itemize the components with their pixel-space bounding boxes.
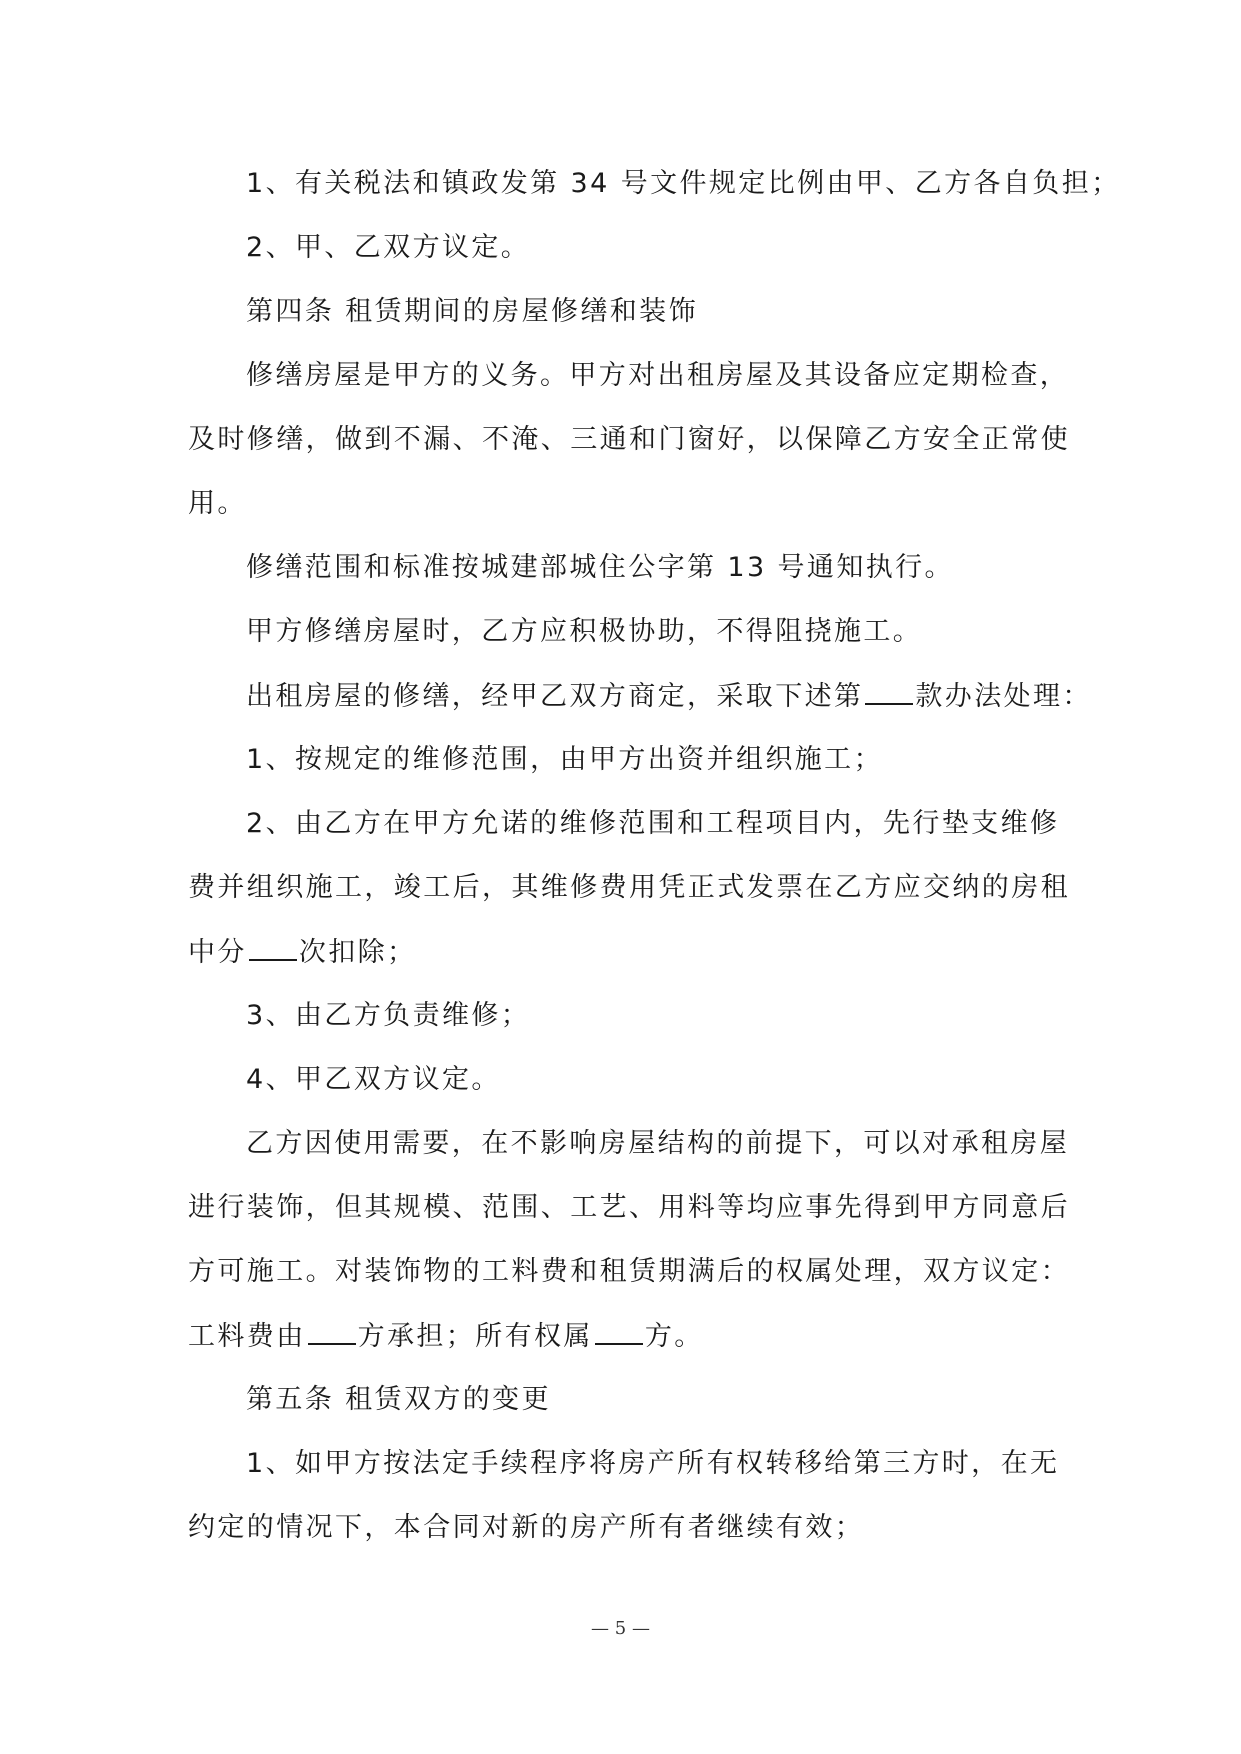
paragraph-repair-method [246, 679, 1092, 714]
text: 1、如甲方按法定手续程序将房产所有权转移给第三方时，在无 [246, 1448, 1060, 1479]
text: 用。 [188, 488, 247, 519]
paragraph-ownership-transfer-line-2 [188, 1511, 864, 1545]
paragraph-decoration-line-2 [188, 1191, 1070, 1225]
text: 4、甲乙双方议定。 [246, 1064, 501, 1095]
paragraph-repair-duty-line-1 [246, 359, 1069, 393]
text: 工料费由 [188, 1321, 306, 1352]
text: 方。 [644, 1321, 704, 1352]
paragraph-repair-scope [246, 551, 954, 585]
fill-in-blank [595, 1319, 643, 1345]
text: 约定的情况下，本合同对新的房产所有者继续有效； [188, 1512, 865, 1543]
paragraph-method-2-line-1 [246, 807, 1059, 841]
text: 方可施工。对装饰物的工料费和租赁期满后的权属处理，双方议定： [188, 1256, 1070, 1287]
paragraph-method-3 [246, 999, 530, 1033]
paragraph-tax-clause-2 [246, 231, 530, 265]
text: 1、有关税法和镇政发第 34 号文件规定比例由甲、乙方各自负担； [246, 168, 1121, 199]
page-number: — 5 — [591, 1618, 650, 1639]
paragraph-decoration-line-4 [188, 1319, 704, 1354]
paragraph-decoration-line-1 [246, 1127, 1069, 1161]
paragraph-method-4 [246, 1063, 501, 1097]
text: 修缮范围和标准按城建部城住公字第 13 号通知执行。 [246, 552, 954, 583]
text: 方承担；所有权属 [357, 1321, 593, 1352]
text: 中分 [188, 937, 247, 968]
text: 3、由乙方负责维修； [246, 1000, 531, 1031]
paragraph-repair-cooperation [246, 615, 922, 649]
paragraph-method-1 [246, 743, 883, 777]
paragraph-tax-clause-1 [246, 167, 1121, 201]
paragraph-method-2-line-2 [188, 871, 1070, 905]
text: 次扣除； [298, 937, 417, 968]
text: 款办法处理： [915, 681, 1092, 712]
text: 及时修缮，做到不漏、不淹、三通和门窗好，以保障乙方安全正常使 [188, 424, 1070, 455]
text: 进行装饰，但其规模、范围、工艺、用料等均应事先得到甲方同意后 [188, 1192, 1070, 1223]
text: 修缮房屋是甲方的义务。甲方对出租房屋及其设备应定期检查， [246, 360, 1070, 391]
paragraph-method-2-line-3 [188, 935, 416, 970]
text: 出租房屋的修缮，经甲乙双方商定，采取下述第 [246, 681, 864, 712]
text: 2、由乙方在甲方允诺的维修范围和工程项目内，先行垫支维修 [246, 808, 1060, 839]
paragraph-repair-duty-line-2 [188, 423, 1070, 457]
fill-in-blank [865, 679, 913, 705]
article-4-heading [246, 295, 698, 329]
paragraph-ownership-transfer-line-1 [246, 1447, 1059, 1481]
article-5-heading [246, 1383, 551, 1417]
text: 乙方因使用需要，在不影响房屋结构的前提下，可以对承租房屋 [246, 1128, 1070, 1159]
text: 1、按规定的维修范围，由甲方出资并组织施工； [246, 744, 883, 775]
text: 2、甲、乙双方议定。 [246, 232, 531, 263]
paragraph-decoration-line-3 [188, 1255, 1070, 1289]
text: 第四条 租赁期间的房屋修缮和装饰 [246, 296, 698, 327]
fill-in-blank [249, 935, 297, 961]
text: 第五条 租赁双方的变更 [246, 1384, 551, 1415]
fill-in-blank [308, 1319, 356, 1345]
paragraph-repair-duty-line-3 [188, 487, 247, 521]
text: 费并组织施工，竣工后，其维修费用凭正式发票在乙方应交纳的房租 [188, 872, 1070, 903]
text: 甲方修缮房屋时，乙方应积极协助，不得阻挠施工。 [246, 616, 923, 647]
